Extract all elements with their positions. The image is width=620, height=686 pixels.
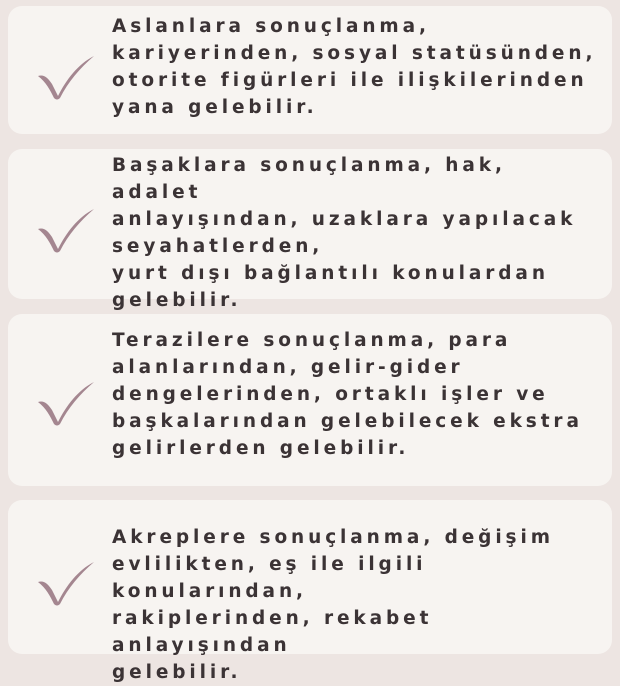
list-item [8, 314, 612, 486]
checkmark-icon [36, 54, 96, 100]
checkmark-icon [36, 380, 96, 426]
item-text: Akreplere sonuçlanma, değişim evlilikten, eş ile ilgili konularından, rakiplerinden, rekabet anlayışından gelebilir. [112, 527, 554, 683]
item-text: Başaklara sonuçlanma, hak, adalet anlayışından, uzaklara yapılacak seyahatlerden, yurt dışı bağlantılı konulardan gelebilir. [112, 155, 577, 311]
list-item [8, 149, 612, 311]
checkmark-icon [36, 207, 96, 253]
item-text: Aslanlara sonuçlanma, kariyerinden, sosyal statüsünden, otorite figürleri ile ilişkilerinden yana gelebilir. [112, 16, 597, 118]
list-item [8, 500, 612, 683]
list-item [8, 6, 612, 134]
checkmark-icon [36, 560, 96, 606]
item-text: Terazilere sonuçlanma, para alanlarından, gelir-gider dengelerinden, ortaklı işler ve başkalarından gelebilecek ekstra gelirlerden gelebilir. [112, 330, 583, 459]
